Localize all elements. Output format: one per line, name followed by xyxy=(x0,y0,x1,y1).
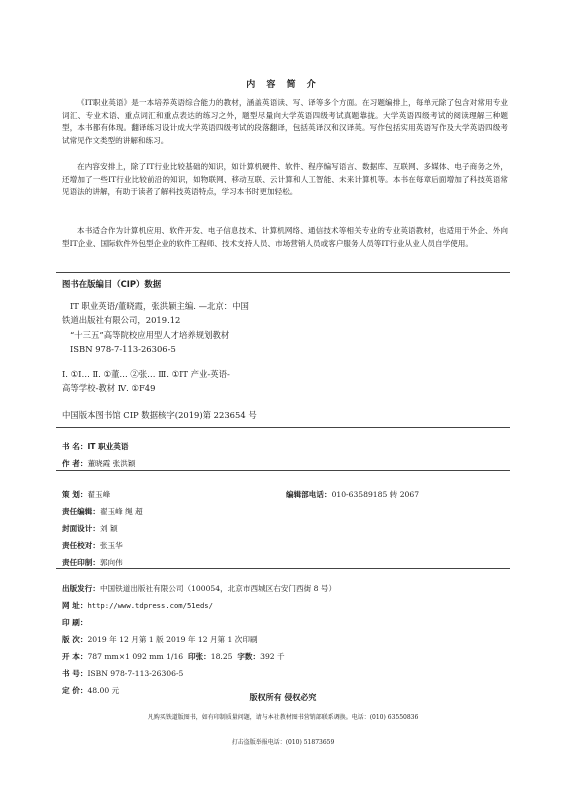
format-label: 开 本： xyxy=(62,652,88,661)
divider xyxy=(56,470,510,471)
divider xyxy=(56,427,510,428)
author-row xyxy=(62,451,135,470)
publisher-label: 出版发行： xyxy=(62,584,100,593)
website-label: 网 址： xyxy=(62,601,88,610)
edition-value: 2019 年 12 月第 1 版 2019 年 12 月第 1 次印刷 xyxy=(87,635,258,644)
edition-label: 版 次： xyxy=(62,635,88,644)
summary-title: 内 容 简 介 xyxy=(246,80,320,90)
contact-value: 010-63589185 转 2067 xyxy=(331,490,420,499)
contact-row xyxy=(286,482,419,501)
book-title-value: IT 职业英语 xyxy=(87,442,129,451)
cip-heading: 图书在版编目（CIP）数据 xyxy=(62,279,162,289)
cover-design-label: 封面设计： xyxy=(62,524,100,533)
sheets-label: 印张： xyxy=(187,652,211,661)
cip-record-line: “十三五”高等院校应用型人才培养规划教材 xyxy=(70,329,230,340)
summary-paragraph-3: 本书适合作为计算机应用、软件开发、电子信息技术、计算机网络、通信技术等相关专业的专业英语教材，也适用于外企、外向型IT企业、国际软件外包型企业的软件工程师、技术支持人员、市场营销人员或客户服务人员等IT行业从业人员自学使用。 xyxy=(62,226,508,248)
divider xyxy=(56,272,510,273)
printer-label: 印 刷： xyxy=(62,618,88,627)
cip-record xyxy=(62,299,249,357)
planner-value: 翟玉峰 xyxy=(87,490,111,499)
cover-design-value: 刘 颖 xyxy=(99,524,118,533)
summary-paragraph-2: 在内容安排上，除了IT行业比较基础的知识，如计算机硬件、软件、程序编写语言、数据库、互联网、多媒体、电子商务之外，还增加了一些IT行业比较前沿的知识，如物联网、移动互联、云计算和人工智能、未来计算机等。本书在每章后面增加了科技英语常见语法的讲解，有助于读者了解科技英语特点，学习本书时更加轻松。 xyxy=(62,162,508,197)
print-manager-value: 郭向伟 xyxy=(99,558,123,567)
cip-classification-line: 高等学校-教材 Ⅳ. ①F49 xyxy=(62,383,156,394)
author-value: 董晓霞 张洪颖 xyxy=(87,459,136,468)
website-value: http://www.tdpress.com/51eds/ xyxy=(87,601,213,610)
word-count-label: 字数： xyxy=(237,652,261,661)
publisher-value: 中国铁道出版社有限公司（100054，北京市西城区右安门西街 8 号） xyxy=(99,584,337,593)
author-label: 作 者： xyxy=(62,459,88,468)
cip-classification-line: Ⅰ. ①I… Ⅱ. ①董… ②张… Ⅲ. ①IT 产业-英语- xyxy=(62,369,230,379)
planner-label: 策 划： xyxy=(62,490,88,499)
sheets-value: 18.25 xyxy=(210,652,233,661)
proofreader-label: 责任校对： xyxy=(62,541,100,550)
cip-number: 中国版本图书馆 CIP 数据核字(2019)第 223654 号 xyxy=(62,410,257,420)
summary-paragraph-1: 《IT职业英语》是一本培养英语综合能力的教材，涵盖英语读、写、译等多个方面。在习题编排上，每单元除了包含对常用专业词汇、专业术语、重点词汇和重点表达的练习之外，题型尽量向大学英语四级考试真题靠拢。大学英语四级考试的阅读理解三种题型，本书都有体现。翻译练习设计成大学英语四级考试的段落翻译，包括英译汉和汉译英。写作包括实用英语写作及大学英语四级考试常见作文类型的讲解和练习。 xyxy=(62,98,508,145)
contact-label: 编辑部电话： xyxy=(286,490,332,499)
print-manager-row xyxy=(62,550,123,569)
format-value: 787 mm×1 092 mm 1/16 xyxy=(87,652,184,661)
proofreader-value: 张玉华 xyxy=(99,541,123,550)
piracy-hotline: 打击盗版举报电话：(010) 51873659 xyxy=(231,739,335,746)
price-label: 定 价： xyxy=(62,686,88,695)
cip-record-line: 铁道出版社有限公司，2019.12 xyxy=(62,315,181,326)
cip-record-line: ISBN 978-7-113-26306-5 xyxy=(70,344,176,355)
editor-value: 翟玉峰 绳 超 xyxy=(99,507,143,516)
copyright-notice: 版权所有 侵权必究 xyxy=(249,693,317,702)
print-manager-label: 责任印制： xyxy=(62,558,100,567)
price-value: 48.00 元 xyxy=(87,686,120,695)
book-title-label: 书 名： xyxy=(62,442,88,451)
cip-classification xyxy=(62,367,230,396)
divider xyxy=(56,568,510,569)
isbn-value: ISBN 978-7-113-26306-5 xyxy=(87,669,184,678)
editor-label: 责任编辑： xyxy=(62,507,100,516)
word-count-value: 392 千 xyxy=(260,652,285,661)
isbn-label: 书 号： xyxy=(62,669,88,678)
exchange-notice: 凡购买铁道版图书，如有印制质量问题，请与本社教材图书营销部联系调换。电话：(010) 63550836 xyxy=(147,714,419,721)
cip-record-line: IT 职业英语/董晓霞，张洪颖主编. —北京：中国 xyxy=(70,301,249,311)
